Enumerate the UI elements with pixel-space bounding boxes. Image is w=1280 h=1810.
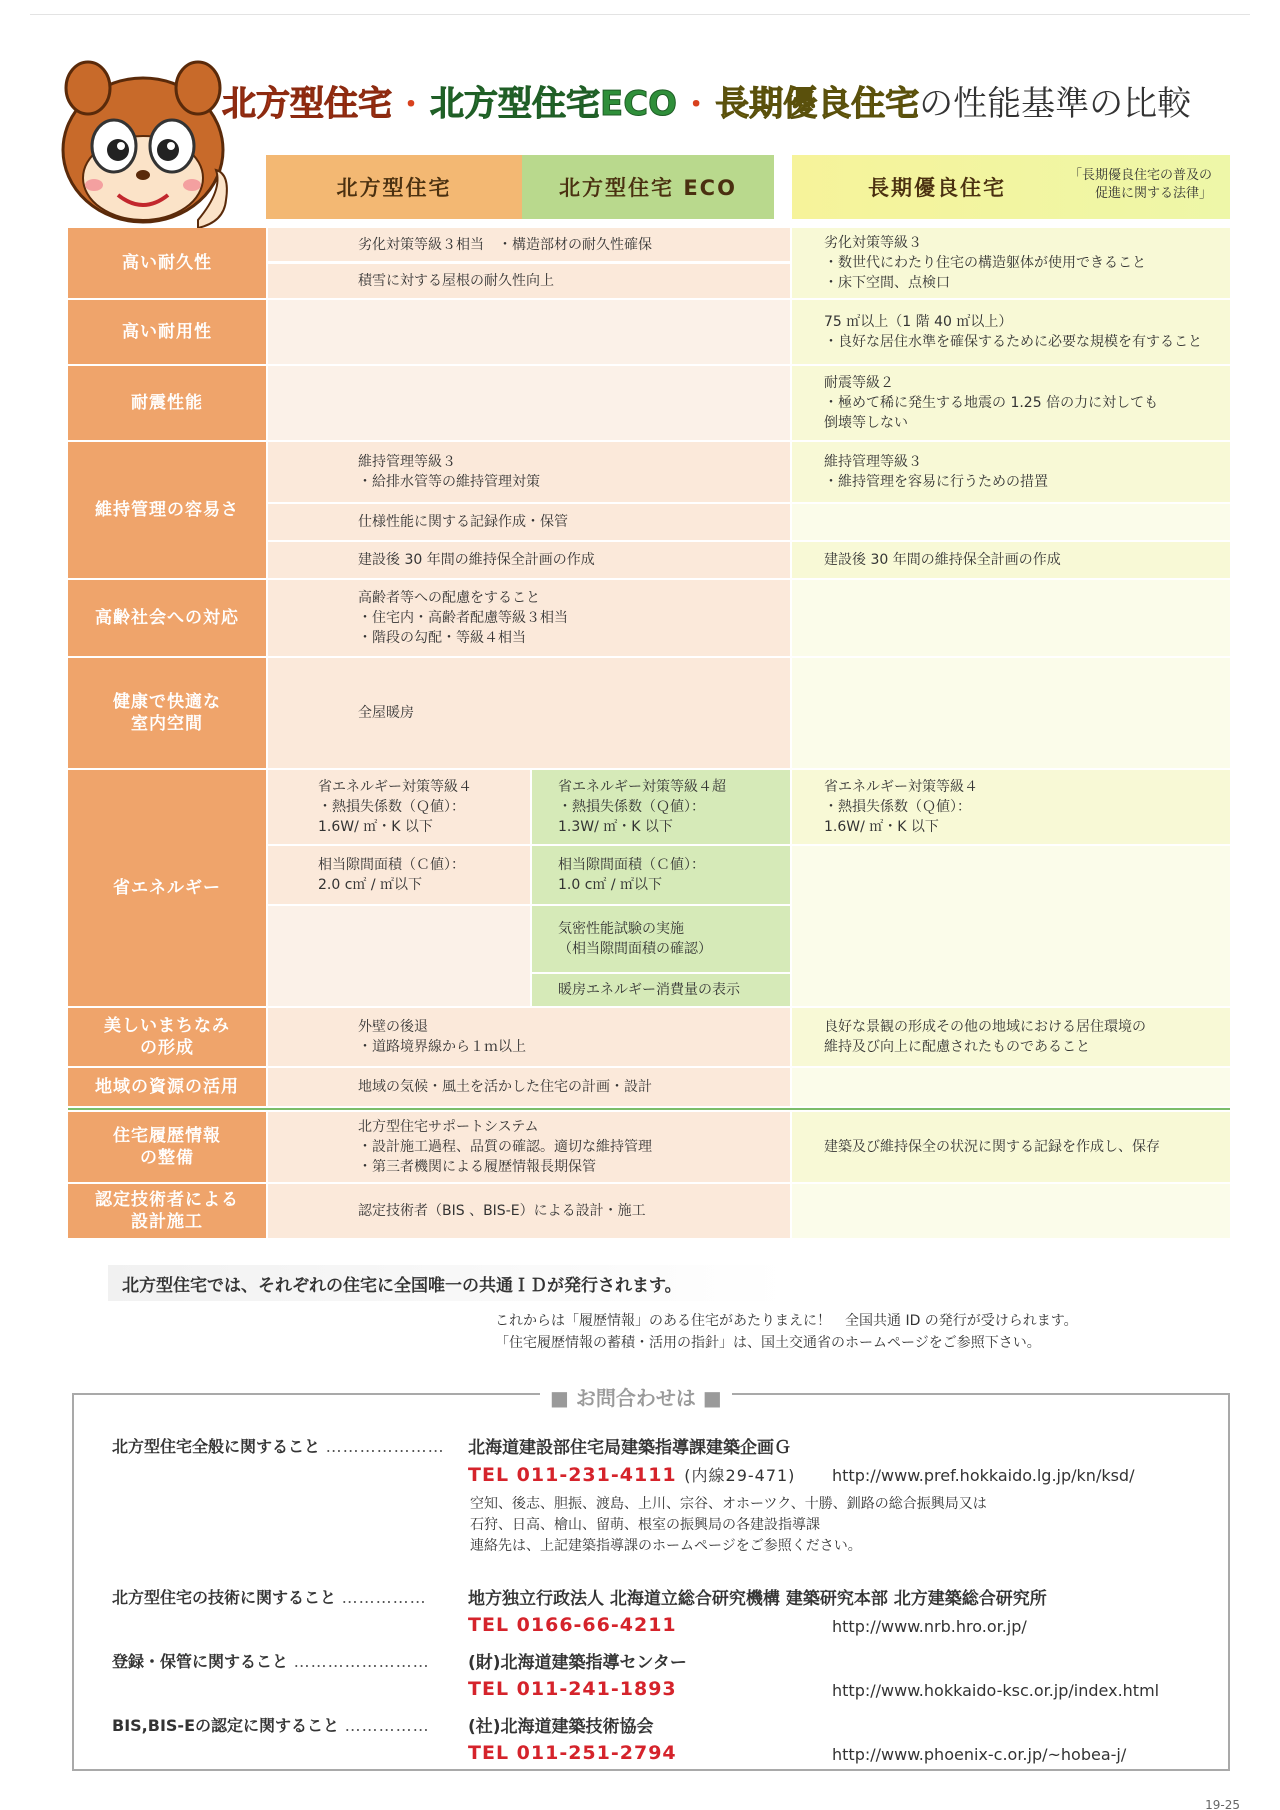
cell-north: 積雪に対する屋根の耐久性向上 [268,264,790,298]
contact-url[interactable]: http://www.nrb.hro.or.jp/ [832,1617,1027,1636]
cell-eco: 気密性能試験の実施 （相当隙間面積の確認） [532,906,790,972]
leader-dots: …………… [344,1716,430,1735]
cell-long: 建設後 30 年間の維持保全計画の作成 [792,542,1230,578]
tel-number: TEL 011-231-4111 [468,1464,677,1486]
row-health [68,658,1230,768]
contact-label-text: 北方型住宅の技術に関すること [112,1588,337,1607]
cell-north-empty [268,366,790,440]
cell-long: 劣化対策等級３ ・数世代にわたり住宅の構造躯体が使用できること ・床下空間、点検口 [792,228,1230,298]
row-townscape [68,1008,1230,1066]
contact-label [112,1434,445,1457]
contact-tel: TEL 0166-66-4211 [468,1614,677,1636]
cell-north: 外壁の後退 ・道路境界線から１ｍ以上 [268,1008,790,1066]
title-long-term-house: 長期優良住宅 [715,84,920,124]
contact-url[interactable]: http://www.phoenix-c.or.jp/~hobea-j/ [832,1745,1127,1764]
title-north-house: 北方型住宅 [222,84,392,124]
cell-long-empty [792,1184,1230,1238]
contact-org: 北海道建設部住宅局建築指導課建築企画Ｇ [468,1438,791,1458]
cell-eco: 省エネルギー対策等級４超 ・熱損失係数（Ｑ値）： 1.3W/ ㎡・K 以下 [532,770,790,844]
row-label: 地域の資源の活用 [68,1068,266,1106]
row-label: 住宅履歴情報 の整備 [68,1112,266,1182]
cell-north-empty [268,300,790,364]
cell-long: 省エネルギー対策等級４ ・熱損失係数（Ｑ値）： 1.6W/ ㎡・K 以下 [792,770,1230,844]
contact-title: ■ お問合わせは ■ [540,1382,732,1411]
cell-north: 全屋暖房 [268,658,790,768]
top-rule [30,14,1250,15]
row-label: 美しいまちなみ の形成 [68,1008,266,1066]
row-label: 耐震性能 [68,366,266,440]
cell-north: 仕様性能に関する記録作成・保管 [268,504,790,540]
row-durability [68,228,1230,298]
row-label: 認定技術者による 設計施工 [68,1184,266,1238]
history-info-note: これからは「履歴情報」のある住宅があたりまえに！ 全国共通 ID の発行が受けられます。 「住宅履歴情報の蓄積・活用の指針」は、国土交通省のホームページをご参照下さい。 [495,1313,1078,1351]
contact-label-text: 北方型住宅全般に関すること [112,1437,321,1456]
row-usability [68,300,1230,364]
row-label: 省エネルギー [68,770,266,1006]
contact-tel: TEL 011-251-2794 [468,1742,677,1764]
tel-extension: (内線29-471) [684,1466,796,1485]
leader-dots: …………… [341,1588,427,1607]
row-label: 高齢社会への対応 [68,580,266,656]
page-number: 19-25 [1205,1798,1240,1810]
contact-label [112,1713,430,1736]
row-label: 高い耐久性 [68,228,266,298]
cell-north: 省エネルギー対策等級４ ・熱損失係数（Ｑ値）： 1.6W/ ㎡・K 以下 [268,770,530,844]
contact-label-text: BIS,BIS-Eの認定に関すること [112,1716,339,1735]
contact-label [112,1649,430,1672]
cell-north: 高齢者等への配慮をすること ・住宅内・高齢者配慮等級３相当 ・階段の勾配・等級４相当 [268,580,790,656]
contact-tel [468,1463,795,1486]
row-aging [68,580,1230,656]
cell-long: 耐震等級２ ・極めて稀に発生する地震の 1.25 倍の力に対しても 倒壊等しない [792,366,1230,440]
cell-eco: 相当隙間面積（Ｃ値）： 1.0 c㎡ / ㎡以下 [532,846,790,904]
title-separator: ・ [396,88,426,123]
cell-long-empty [792,1068,1230,1106]
row-certified [68,1184,1230,1238]
title-rest: の性能基準の比較 [919,84,1192,124]
cell-long: 建築及び維持保全の状況に関する記録を作成し、保存 [792,1112,1230,1182]
cell-eco: 暖房エネルギー消費量の表示 [532,974,790,1006]
leader-dots: ………………… [325,1437,445,1456]
row-seismic [68,366,1230,440]
title-separator: ・ [681,88,712,123]
cell-north-empty [268,906,530,1006]
cell-north: 認定技術者（BIS 、BIS-E）による設計・施工 [268,1184,790,1238]
row-label: 高い耐用性 [68,300,266,364]
row-history [68,1112,1230,1182]
cell-north: 北方型住宅サポートシステム ・設計施工過程、品質の確認。適切な維持管理 ・第三者機関による履歴情報長期保管 [268,1112,790,1182]
contact-org: (社)北海道建築技術協会 [468,1717,654,1737]
cell-long: 良好な景観の形成その他の地域における居住環境の 維持及び向上に配慮されたものであること [792,1008,1230,1066]
cell-long-empty [792,504,1230,540]
contact-label [112,1585,427,1608]
column-header-long-label: 長期優良住宅 [868,176,1006,200]
contact-url[interactable]: http://www.pref.hokkaido.lg.jp/kn/ksd/ [832,1466,1135,1485]
row-label: 維持管理の容易さ [68,442,266,578]
cell-long: 75 ㎡以上（1 階 40 ㎡以上） ・良好な居住水準を確保するために必要な規模を有すること [792,300,1230,364]
row-label: 健康で快適な 室内空間 [68,658,266,768]
cell-north: 維持管理等級３ ・給排水管等の維持管理対策 [268,442,790,502]
cell-long: 維持管理等級３ ・維持管理を容易に行うための措置 [792,442,1230,502]
contact-org: 地方独立行政法人 北海道立総合研究機構 建築研究本部 北方建築総合研究所 [468,1589,1047,1609]
page-title [222,76,1191,132]
cell-long-empty [792,658,1230,768]
contact-tel: TEL 011-241-1893 [468,1678,677,1700]
contact-subnote: 空知、後志、胆振、渡島、上川、宗谷、オホーツク、十勝、釧路の総合振興局又は 石狩、日高、檜山、留萌、根室の振興局の各建設指導課 連絡先は、上記建築指導課のホームページをご参照ください。 [470,1496,987,1554]
leader-dots: …………………… [293,1652,430,1671]
row-energy [68,770,1230,1006]
cell-north: 建設後 30 年間の維持保全計画の作成 [268,542,790,578]
column-header-long [792,155,1230,219]
title-north-house-eco: 北方型住宅ECO [430,84,678,124]
column-header-eco: 北方型住宅 ECO [522,155,774,219]
contact-label-text: 登録・保管に関すること [112,1652,289,1671]
common-id-statement: 北方型住宅では、それぞれの住宅に全国唯一の共通ＩＤが発行されます。 [108,1265,788,1301]
column-header-north: 北方型住宅 [266,155,522,219]
row-maintenance [68,442,1230,578]
contact-org: (財)北海道建築指導センター [468,1653,687,1673]
cell-north: 劣化対策等級３相当 ・構造部材の耐久性確保 [268,228,790,261]
row-resources [68,1068,1230,1106]
contact-url[interactable]: http://www.hokkaido-ksc.or.jp/index.html [832,1681,1160,1700]
law-note: 「長期優良住宅の普及の 促進に関する法律」 [1068,168,1212,201]
cell-north: 地域の気候・風土を活かした住宅の計画・設計 [268,1068,790,1106]
cell-long-empty [792,846,1230,1006]
section-divider [68,1108,1230,1110]
cell-long-empty [792,580,1230,656]
squirrel-mascot-illustration [48,50,238,240]
cell-north: 相当隙間面積（Ｃ値）： 2.0 c㎡ / ㎡以下 [268,846,530,904]
